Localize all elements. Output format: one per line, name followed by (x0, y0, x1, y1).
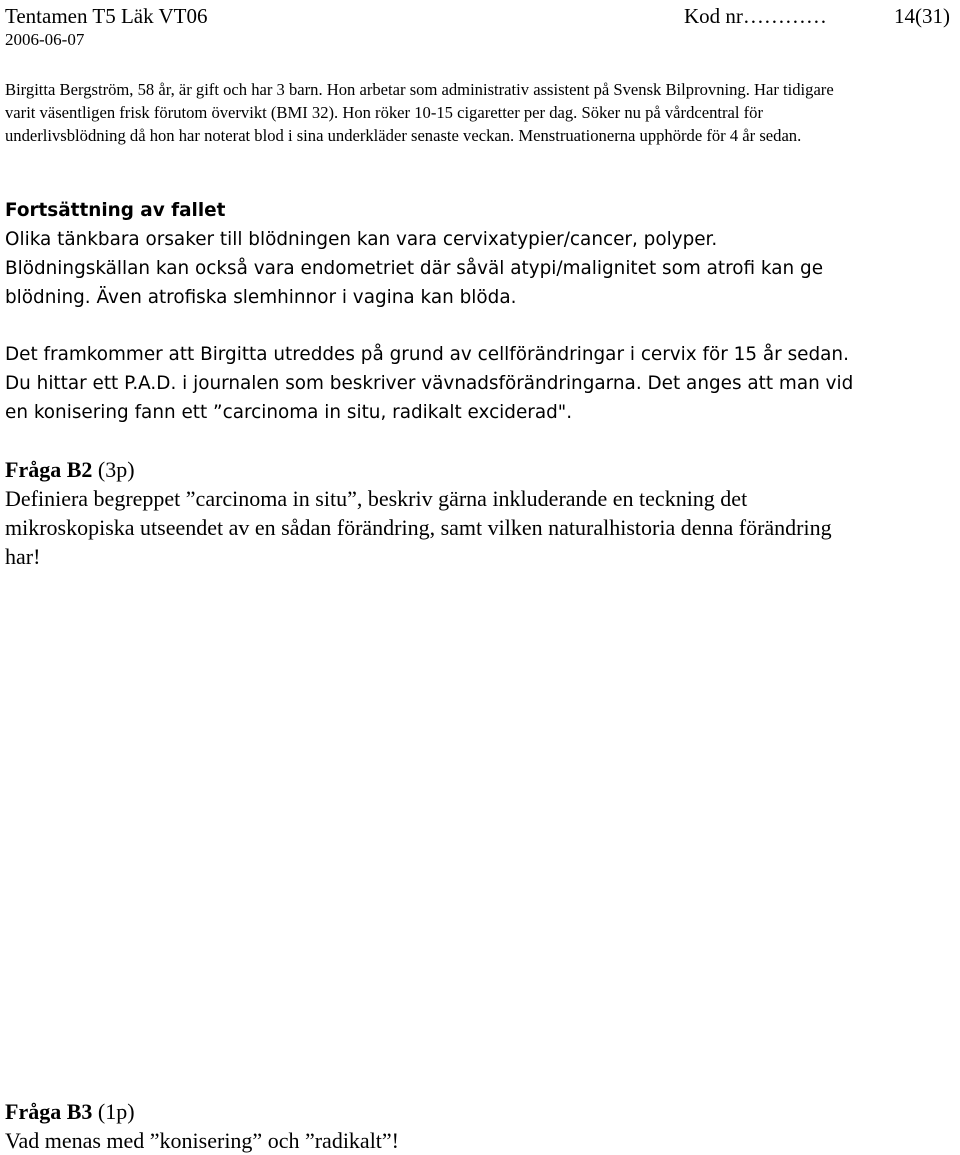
question-b3-points: (1p) (92, 1099, 135, 1124)
question-b3-label: Fråga B3 (5, 1099, 93, 1124)
continuation-line: Olika tänkbara orsaker till blödningen kan vara cervixatypier/cancer, polyper. (5, 229, 718, 250)
continuation-line: Du hittar ett P.A.D. i journalen som beskriver vävnadsförändringarna. Det anges att man vid (5, 373, 854, 394)
question-b2 (5, 455, 955, 571)
question-b2-label: Fråga B2 (5, 457, 93, 482)
question-b3 (5, 1097, 955, 1155)
question-b2-line: Definiera begreppet ”carcinoma in situ”, beskriv gärna inkluderande en teckning det (5, 486, 748, 511)
continuation-line: Blödningskällan kan också vara endometriet där såväl atypi/malignitet som atrofi kan ge (5, 258, 824, 279)
exam-date: 2006-06-07 (5, 30, 85, 49)
question-b3-heading (5, 1097, 955, 1126)
continuation-line: en konisering fann ett ”carcinoma in situ, radikalt exciderad". (5, 402, 573, 423)
case-intro (5, 78, 955, 147)
continuation-line: blödning. Även atrofiska slemhinnor i vagina kan blöda. (5, 287, 517, 308)
case-intro-line: Birgitta Bergström, 58 år, är gift och har 3 barn. Hon arbetar som administrativ assistent på Svensk Bilprovning. Har tidigare (5, 80, 834, 99)
continuation-section (5, 196, 955, 312)
question-b2-heading (5, 455, 955, 484)
case-intro-line: underlivsblödning då hon har noterat blod i sina underkläder senaste veckan. Menstruationerna upphörde för 4 år sedan. (5, 126, 802, 145)
continuation-heading: Fortsättning av fallet (5, 200, 226, 221)
page-number: 14(31) (894, 4, 950, 28)
question-b3-text: Vad menas med ”konisering” och ”radikalt”! (5, 1128, 400, 1153)
exam-title: Tentamen T5 Läk VT06 (5, 4, 208, 28)
continuation-line: Det framkommer att Birgitta utreddes på grund av cellförändringar i cervix för 15 år sedan. (5, 344, 849, 365)
question-b2-line: har! (5, 544, 41, 569)
question-b2-line: mikroskopiska utseendet av en sådan förändring, samt vilken naturalhistoria denna förändring (5, 515, 832, 540)
continuation-paragraph-2 (5, 340, 955, 427)
question-b2-points: (3p) (92, 457, 135, 482)
code-number-field: Kod nr………… (684, 4, 827, 28)
case-intro-line: varit väsentligen frisk förutom övervikt (BMI 32). Hon röker 10-15 cigaretter per dag. Söker nu på vårdcentral för (5, 103, 763, 122)
